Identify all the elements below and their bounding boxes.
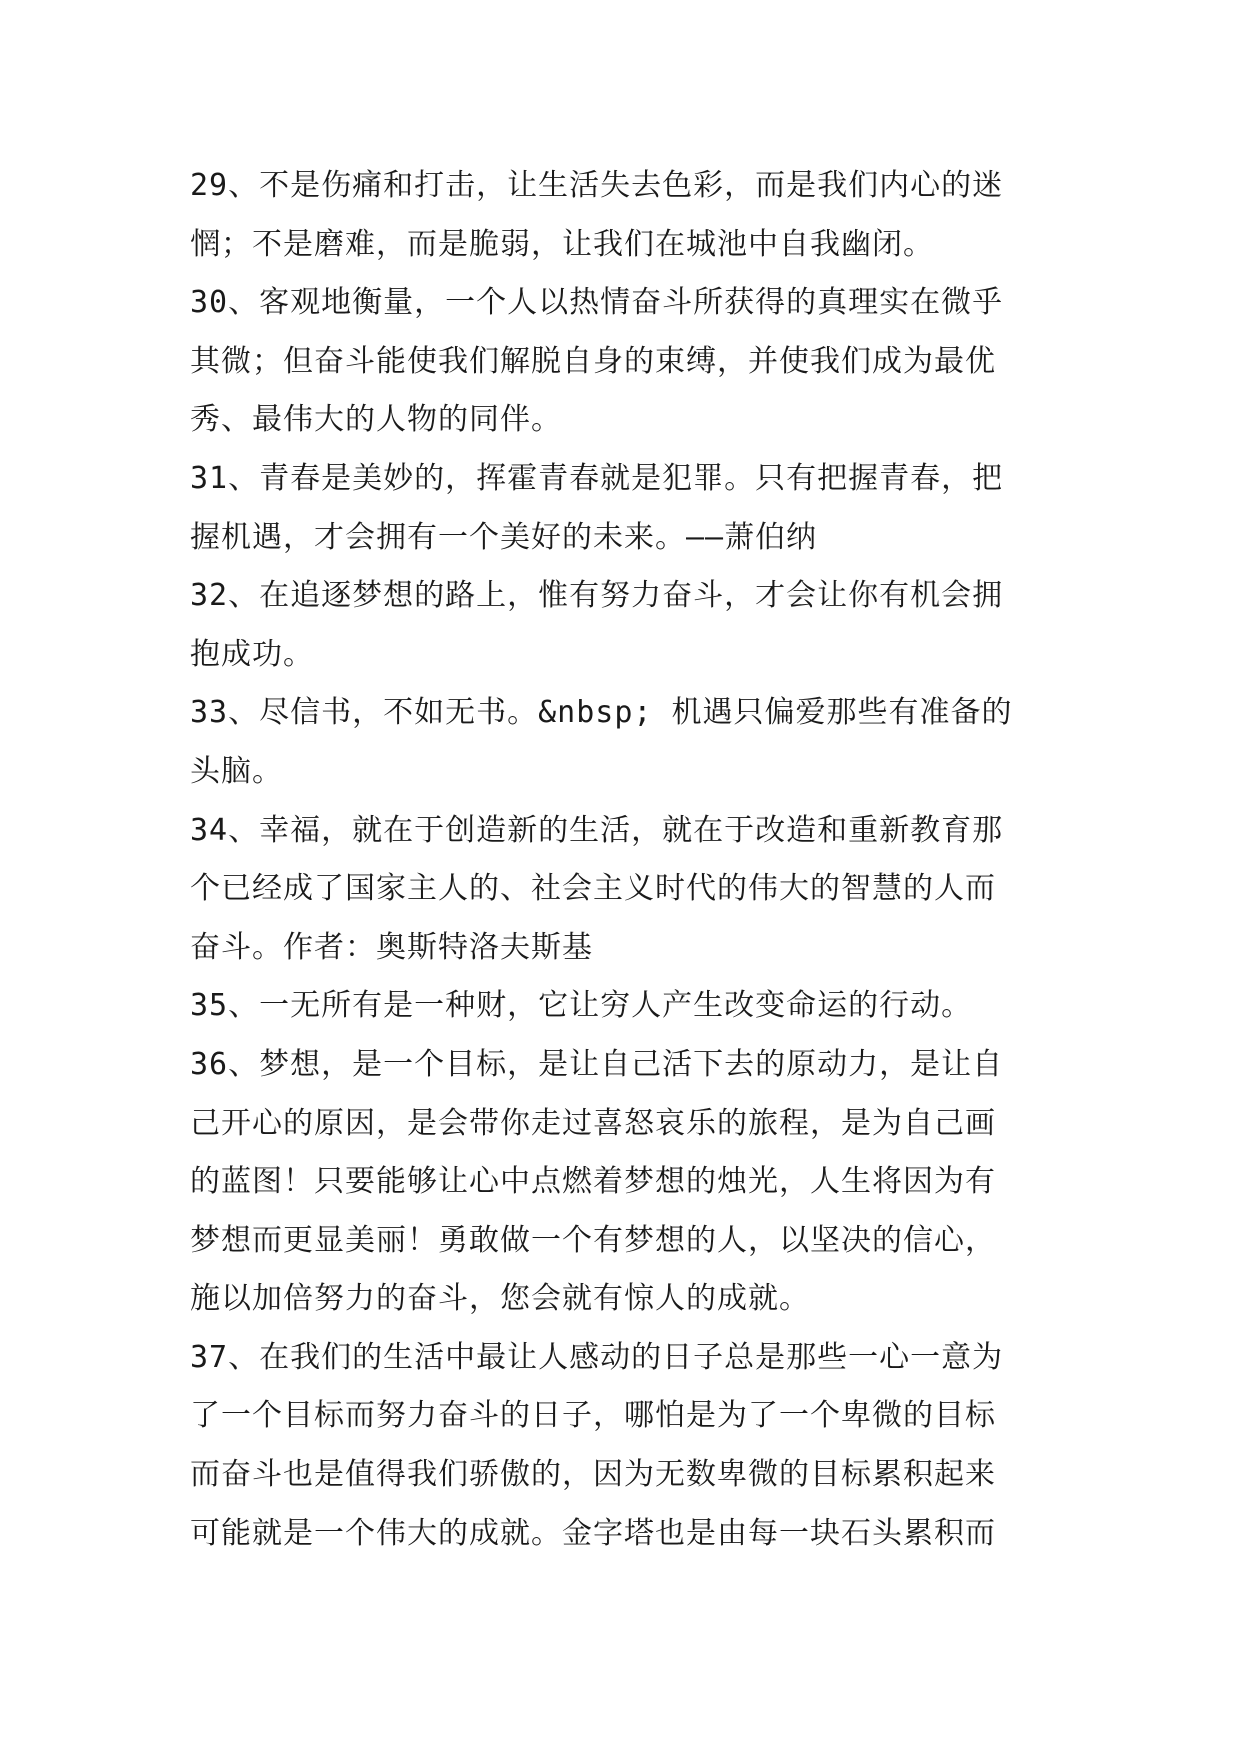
quote-entry-30: 30、客观地衡量，一个人以热情奋斗所获得的真理实在微乎 其微；但奋斗能使我们解脱自身的束缚，并使我们成为最优 秀、最伟大的人物的同伴。	[190, 285, 1004, 438]
quote-entry-35: 35、一无所有是一种财，它让穷人产生改变命运的行动。	[190, 988, 973, 1024]
quote-entry-33: 33、尽信书，不如无书。&nbsp; 机遇只偏爱那些有准备的 头脑。	[190, 695, 1013, 789]
quote-entry-36: 36、梦想，是一个目标，是让自己活下去的原动力，是让自 己开心的原因，是会带你走过喜怒哀乐的旅程，是为自己画 的蓝图！只要能够让心中点燃着梦想的烛光，人生将因为有 梦想而更显美丽！勇敢做一个有梦想的人，以坚决的信心， 施以加倍努力的奋斗，您会就有惊人的成就。	[190, 1046, 1004, 1317]
quote-entry-31: 31、青春是美妙的，挥霍青春就是犯罪。只有把握青春，把 握机遇，才会拥有一个美好的未来。——萧伯纳	[190, 460, 1004, 555]
quote-entry-29: 29、不是伤痛和打击，让生活失去色彩，而是我们内心的迷 惘；不是磨难，而是脆弱，让我们在城池中自我幽闭。	[190, 168, 1004, 262]
quote-entry-37: 37、在我们的生活中最让人感动的日子总是那些一心一意为 了一个目标而努力奋斗的日子，哪怕是为了一个卑微的目标 而奋斗也是值得我们骄傲的，因为无数卑微的目标累积起来 可能就是一个伟大的成就。金字塔也是由每一块石头累积而	[190, 1339, 1004, 1551]
quote-entry-34: 34、幸福，就在于创造新的生活，就在于改造和重新教育那 个已经成了国家主人的、社会主义时代的伟大的智慧的人而 奋斗。作者：奥斯特洛夫斯基	[190, 812, 1004, 965]
quote-entry-32: 32、在追逐梦想的路上，惟有努力奋斗，才会让你有机会拥 抱成功。	[190, 578, 1004, 672]
document-body	[190, 157, 1070, 1563]
